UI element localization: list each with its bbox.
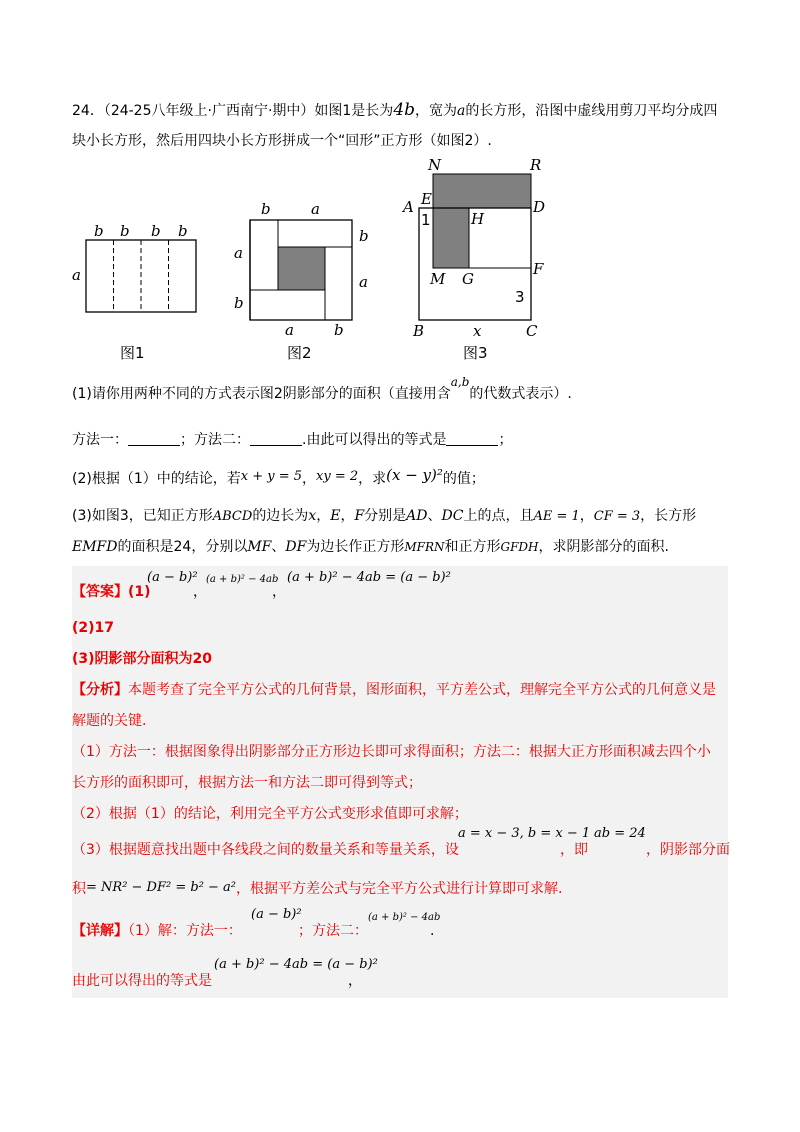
figure-3 xyxy=(401,156,545,362)
analysis-eq-ab24: ab = 24 xyxy=(594,826,646,841)
detail-expr-2: (a + b)² − 4ab xyxy=(368,912,441,923)
fig3-point-g: G xyxy=(462,270,474,288)
answer-part-3: (3)阴影部分面积为20 xyxy=(72,651,213,667)
fig1-label-b4: b xyxy=(178,222,188,240)
fig3-point-r: R xyxy=(530,156,542,174)
length-variable: 4b xyxy=(393,100,416,120)
fig2-caption: 图2 xyxy=(287,344,312,362)
question-line-2: 块小长方形，然后用四块小长方形拼成一个“回形”正方形（如图2）. xyxy=(72,133,492,149)
part1-line-1: (1)请你用两种不同的方式表示图2阴影部分的面积（直接用含a,b的代数式表示）. xyxy=(72,375,572,402)
fig1-label-b2: b xyxy=(120,222,130,240)
answer-expr-2: (a + b)² − 4ab xyxy=(206,574,279,585)
fig2-label-top-b: b xyxy=(261,200,271,218)
detail-line-2: 由此可以得出的等式是 xyxy=(72,973,212,989)
blank-method-2[interactable] xyxy=(250,431,302,446)
analysis-line-6: （3）根据题意找出题中各线段之间的数量关系和等量关系，设 xyxy=(72,842,459,858)
part1-vars: a,b xyxy=(450,375,470,389)
figure-2 xyxy=(234,200,369,362)
width-variable: a xyxy=(457,103,466,119)
fig3-point-e: E xyxy=(421,190,432,208)
figure-1 xyxy=(72,222,196,362)
fig3-label-x: x xyxy=(473,322,482,340)
part2-line: (2)根据（1）中的结论，若x + y = 5，xy = 2，求(x − y)²的值； xyxy=(72,466,485,487)
figures-area xyxy=(0,150,800,390)
fig2-label-right-b: b xyxy=(359,227,369,245)
fig2-label-left-b: b xyxy=(234,294,244,312)
detail-expr-3: (a + b)² − 4ab = (a − b)² xyxy=(214,957,378,972)
fig3-point-d: D xyxy=(533,198,546,216)
blank-equation[interactable] xyxy=(446,431,498,446)
question-line-1: 24．（24-25八年级上·广西南宁·期中）如图1是长为4b，宽为a的长方形，沿图中虚线用剪刀平均分成四 xyxy=(72,100,718,120)
fig3-point-n: N xyxy=(428,156,442,174)
answer-expr-3: (a + b)² − 4ab = (a − b)² xyxy=(287,570,451,585)
detail-expr-1: (a − b)² xyxy=(251,907,302,922)
fig3-label-1: 1 xyxy=(421,211,431,229)
fig3-point-m: M xyxy=(430,270,446,288)
analysis-line-4: 长方形的面积即可，根据方法一和方法二即可得到等式； xyxy=(72,775,422,791)
fig3-point-b: B xyxy=(413,322,425,340)
part3-line-2: EMFD的面积是24，分别以MF、DF为边长作正方形MFRN和正方形GFDH，求阴影部分的面积. xyxy=(72,539,669,555)
fig3-caption: 图3 xyxy=(463,344,488,362)
answer-label: 【答案】(1) xyxy=(72,584,151,600)
fig1-label-b3: b xyxy=(151,222,161,240)
fig2-label-bottom-b: b xyxy=(334,321,344,339)
fig3-point-a: A xyxy=(403,198,414,216)
fig3-point-f: F xyxy=(533,260,544,278)
part3-line-1: (3)如图3，已知正方形ABCD的边长为x，E，F分别是AD、DC上的点，且AE = 1，CF = 3，长方形 xyxy=(72,508,697,524)
fig3-point-c: C xyxy=(526,322,538,340)
part1-line-2: 方法一： ；方法二： .由此可以得出的等式是 ； xyxy=(72,432,513,448)
analysis-line-2: 解题的关键. xyxy=(72,713,147,729)
fig2-label-bottom-a: a xyxy=(285,321,294,339)
analysis-line-5: （2）根据（1）的结论，利用完全平方公式变形求值即可求解； xyxy=(72,806,468,822)
detail-line-1: 【详解】（1）解：方法一： xyxy=(72,923,242,939)
fig1-label-a: a xyxy=(72,266,81,284)
analysis-eq-ab: a = x − 3, b = x − 1 xyxy=(458,826,591,841)
fig2-label-right-a: a xyxy=(359,273,368,291)
answer-part-2: (2)17 xyxy=(72,620,115,636)
fig1-label-b1: b xyxy=(94,222,104,240)
analysis-line-1: 【分析】本题考查了完全平方公式的几何背景，图形面积，平方差公式，理解完全平方公式的几何意义是 xyxy=(72,682,716,698)
fig2-label-top-a: a xyxy=(311,200,320,218)
analysis-line-7: 积= NR² − DF² = b² − a²，根据平方差公式与完全平方公式进行计算即可求解. xyxy=(72,880,563,897)
blank-method-1[interactable] xyxy=(128,431,180,446)
fig3-label-3: 3 xyxy=(515,288,525,306)
answer-expr-1: (a − b)² xyxy=(147,570,198,585)
analysis-line-3: （1）方法一：根据图象得出阴影部分正方形边长即可求得面积；方法二：根据大正方形面积减去四个小 xyxy=(72,744,711,760)
fig1-caption: 图1 xyxy=(120,344,145,362)
fig2-label-left-a: a xyxy=(234,244,243,262)
fig3-point-h: H xyxy=(471,210,485,228)
